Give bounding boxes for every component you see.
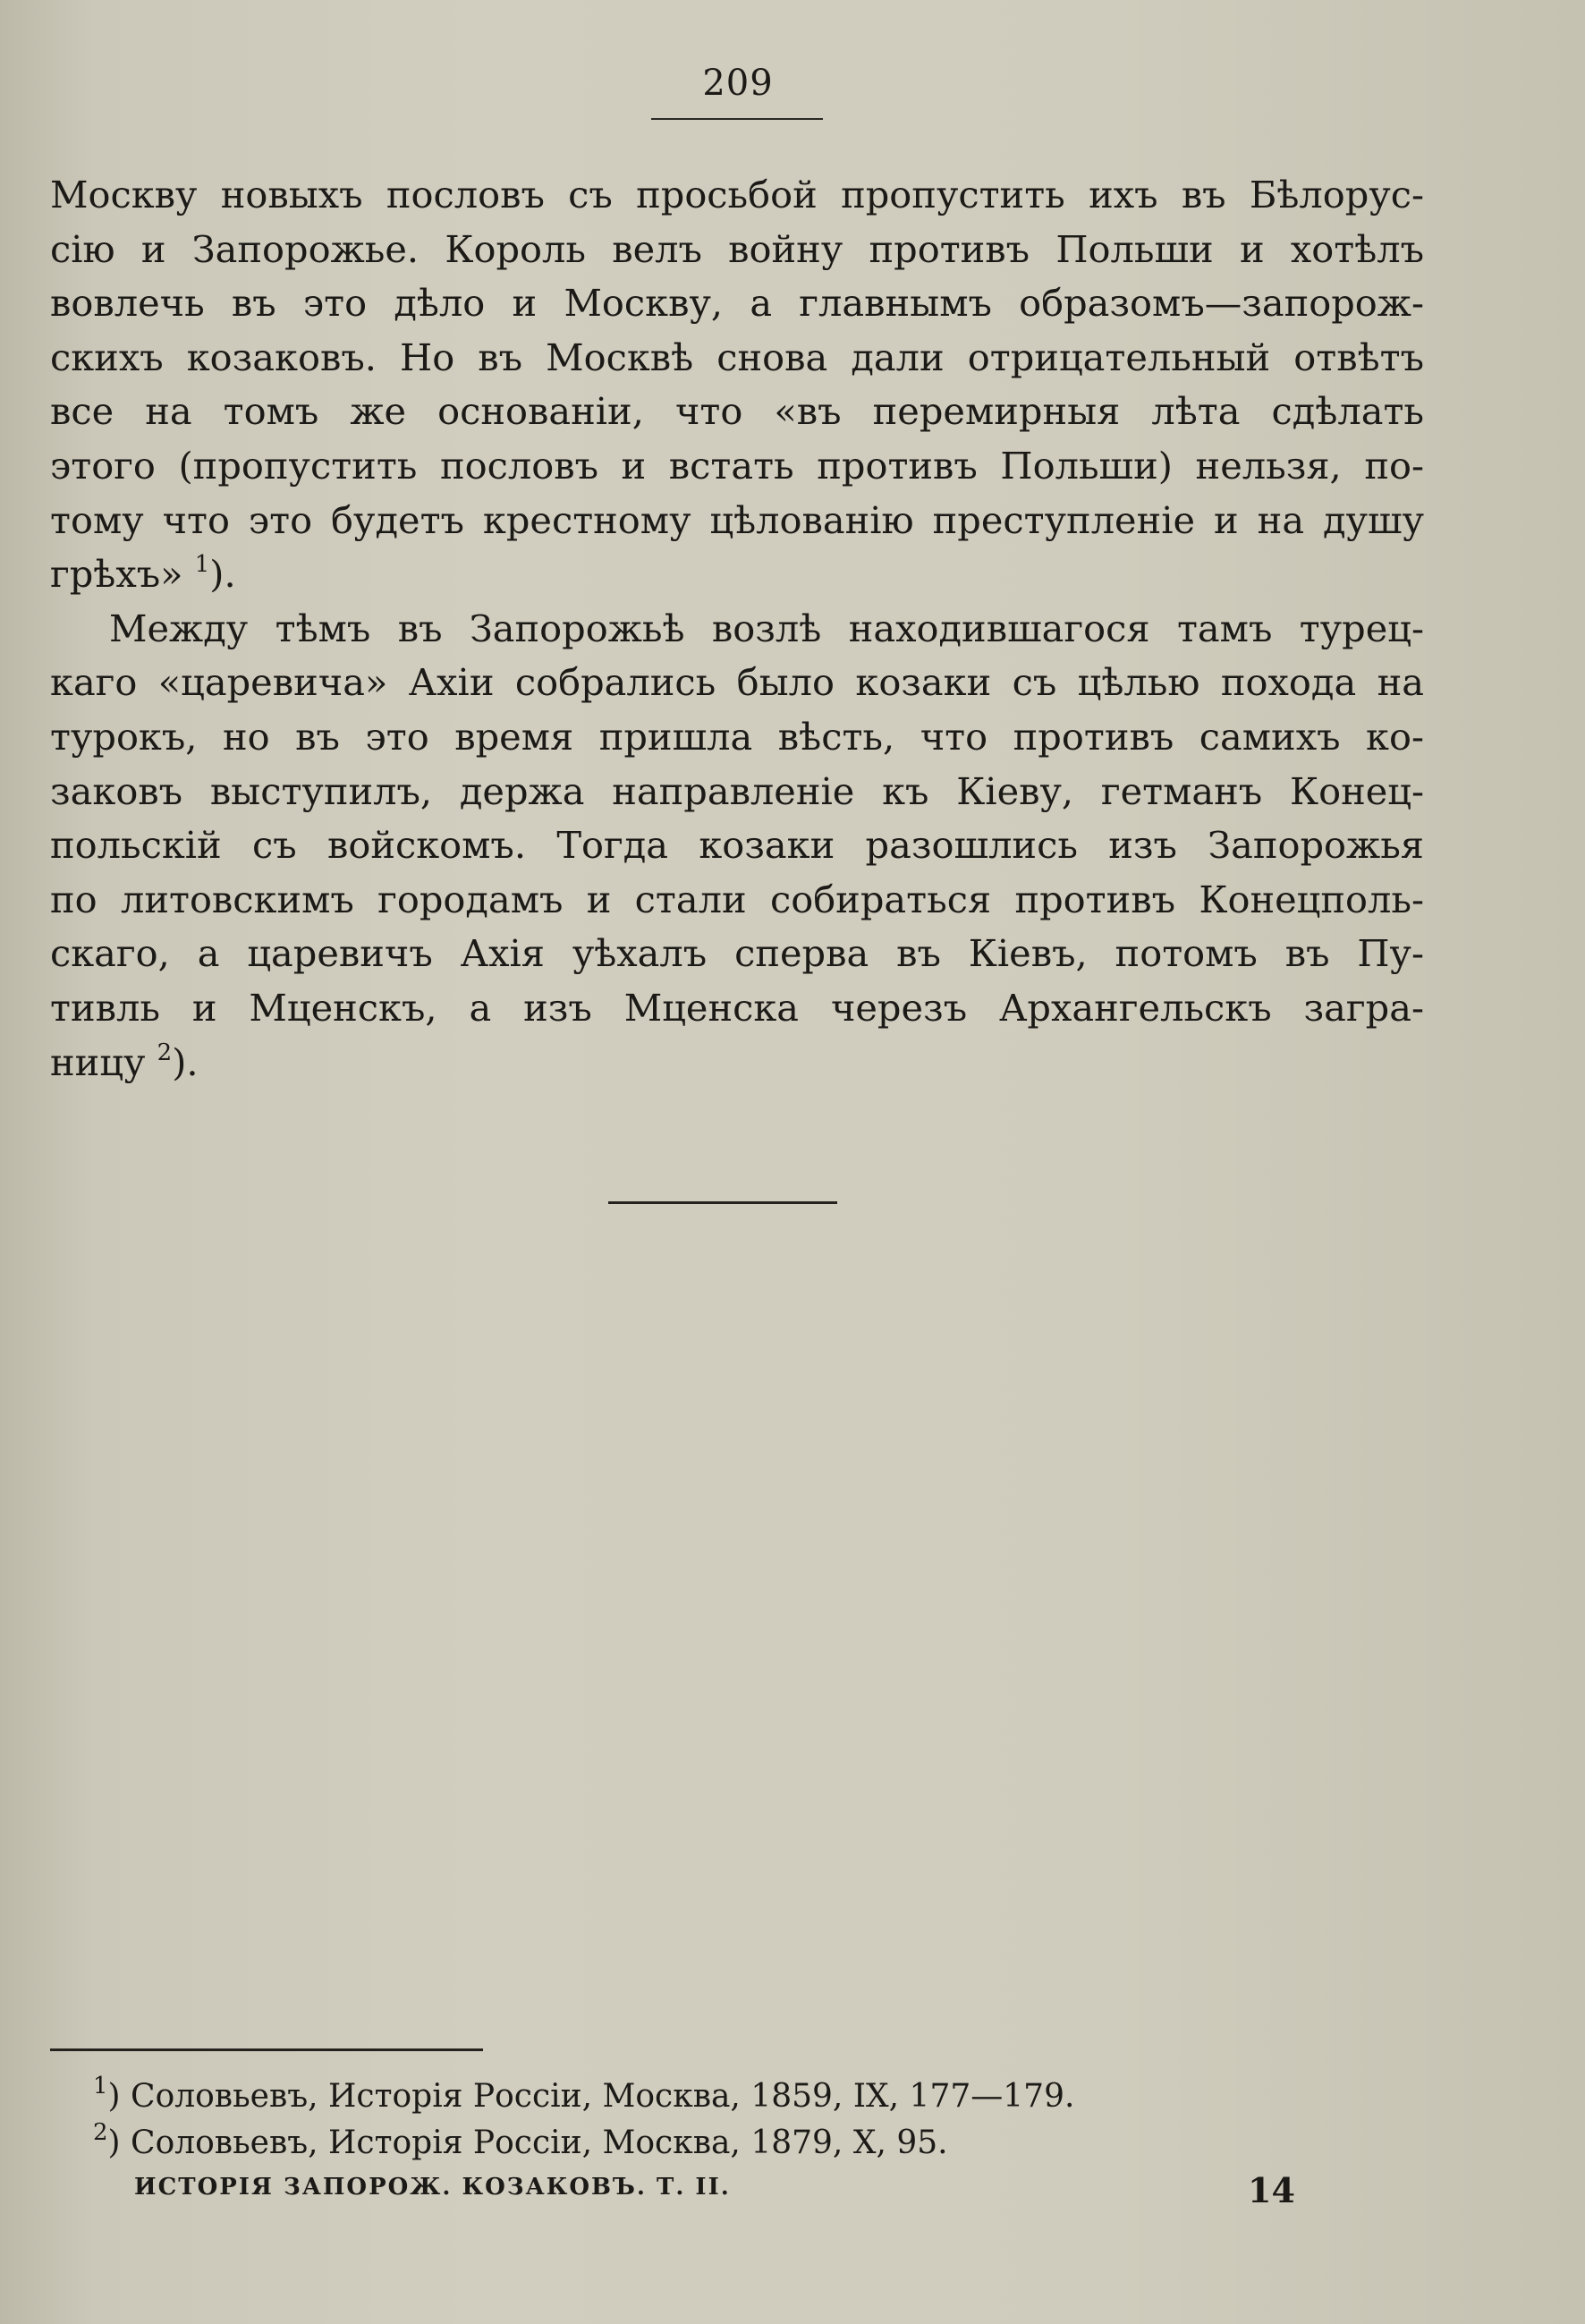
text-line-fragment: ницу [50, 1039, 146, 1084]
footnote-ref-1[interactable]: 1 [194, 551, 210, 579]
footnotes [93, 2074, 1345, 2167]
paragraph-end: ). [209, 552, 236, 597]
text-line: заковъ выступилъ, держа направленіе къ Кіеву, гетманъ Конец- [50, 768, 1424, 813]
footnote-rule [50, 2048, 483, 2051]
text-line: Москву новыхъ пословъ съ просьбой пропустить ихъ въ Бѣлорус- [50, 173, 1424, 216]
page-number-rule [651, 118, 823, 120]
text-line: турокъ, но въ это время пришла вѣсть, что противъ самихъ ко- [50, 714, 1424, 759]
printer-signature-mark: 14 [1248, 2170, 1295, 2210]
text-line: этого (пропустить пословъ и встать противъ Польши) нельзя, по- [50, 443, 1424, 488]
footnote-2 [93, 2120, 1345, 2167]
footnote-1 [93, 2074, 1345, 2120]
text-line: польскій съ войскомъ. Тогда козаки разошлись изъ Запорожья [50, 823, 1424, 868]
footnote-mark: 1 [93, 2073, 108, 2099]
running-footer-title: ИСТОРІЯ ЗАПОРОЖ. КОЗАКОВЪ. Т. II. [134, 2174, 731, 2201]
body-text [50, 168, 1424, 1090]
text-line: сію и Запорожье. Король велъ войну противъ Польши и хотѣлъ [50, 226, 1424, 271]
footnote-text: ) Соловьевъ, Исторія Россіи, Москва, 1859, IX, 177—179. [107, 2078, 1075, 2115]
footnote-mark: 2 [93, 2119, 108, 2146]
text-line-last [50, 547, 1424, 602]
paragraph-2 [50, 602, 1424, 1090]
text-line: скихъ козаковъ. Но въ Москвѣ снова дали отрицательный отвѣтъ [50, 335, 1424, 379]
text-line: вовлечь въ это дѣло и Москву, а главнымъ образомъ—запорож- [50, 281, 1424, 326]
text-line: скаго, а царевичъ Ахія уѣхалъ сперва въ Кіевъ, потомъ въ Пу- [50, 931, 1424, 976]
text-line: каго «царевича» Ахіи собрались было козаки съ цѣлью похода на [50, 660, 1424, 705]
text-line-last [50, 1036, 1424, 1090]
paragraph-1 [50, 168, 1424, 602]
text-line: тивль и Мценскъ, а изъ Мценска черезъ Архангельскъ загра- [50, 985, 1424, 1030]
page-number: 209 [702, 63, 774, 104]
section-end-divider [608, 1201, 837, 1204]
text-line-fragment: грѣхъ» [50, 552, 183, 597]
footnote-text: ) Соловьевъ, Исторія Россіи, Москва, 1879, X, 95. [107, 2125, 948, 2161]
text-line: Между тѣмъ въ Запорожьѣ возлѣ находившагося тамъ турец- [109, 606, 1424, 650]
footnote-ref-2[interactable]: 2 [157, 1039, 173, 1066]
text-line: тому что это будетъ крестному цѣлованію преступленіе и на душу [50, 497, 1424, 542]
paragraph-end: ). [172, 1039, 199, 1084]
text-line: по литовскимъ городамъ и стали собираться противъ Конецполь- [50, 877, 1424, 921]
text-line: все на томъ же основаніи, что «въ перемирныя лѣта сдѣлать [50, 389, 1424, 434]
